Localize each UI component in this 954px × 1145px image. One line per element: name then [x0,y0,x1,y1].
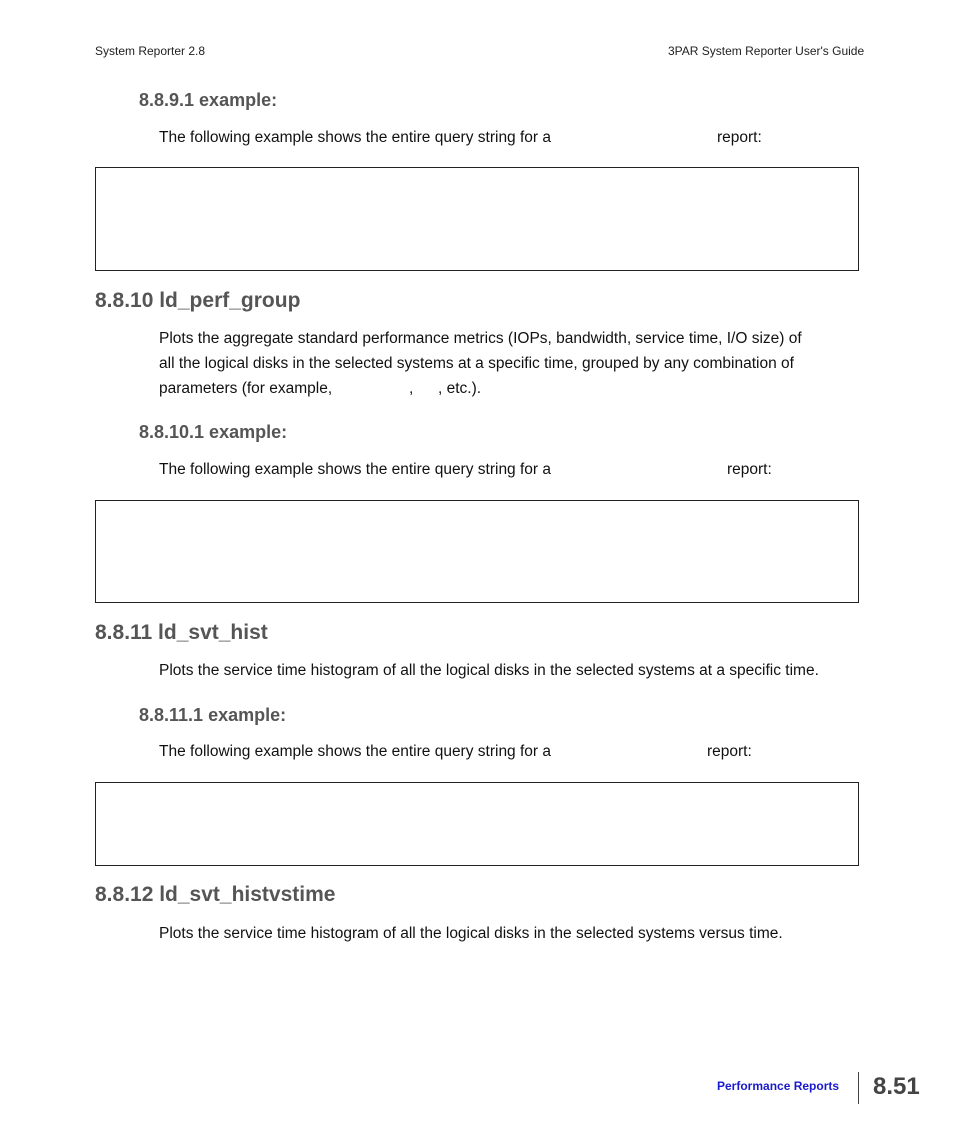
paragraph-text: report: [717,129,762,146]
running-header-right: 3PAR System Reporter User's Guide [668,44,865,58]
paragraph-line: all the logical disks in the selected systems at a specific time, grouped by any combination of [159,355,794,372]
code-example-box [95,167,859,271]
section-heading-8-8-10-1: 8.8.10.1 example: [139,422,288,442]
code-example-box [95,500,859,603]
section-heading-8-8-10: 8.8.10 ld_perf_group [95,289,301,312]
paragraph-text: The following example shows the entire query string for a [159,129,552,146]
page-number: 8.51 [873,1073,920,1100]
paragraph-line-end: , etc.). [438,380,482,397]
section-heading-8-8-9-1: 8.8.9.1 example: [139,90,278,110]
paragraph-text: The following example shows the entire query string for a [159,461,552,478]
footer-divider [858,1072,859,1104]
paragraph-text: The following example shows the entire query string for a [159,743,552,760]
paragraph-line: Plots the aggregate standard performance metrics (IOPs, bandwidth, service time, I/O size) of [159,330,802,347]
paragraph-text: report: [727,461,772,478]
paragraph-comma: , [409,380,414,397]
code-example-box [95,782,859,866]
paragraph-text: report: [707,743,752,760]
running-header-left: System Reporter 2.8 [95,44,206,58]
paragraph-line: Plots the service time histogram of all the logical disks in the selected systems at a specific time. [159,662,819,679]
section-heading-8-8-11-1: 8.8.11.1 example: [139,705,287,725]
footer-section-link[interactable]: Performance Reports [717,1079,840,1093]
section-heading-8-8-12: 8.8.12 ld_svt_histvstime [95,883,336,906]
paragraph-line: Plots the service time histogram of all the logical disks in the selected systems versus time. [159,925,783,942]
paragraph-line: parameters (for example, [159,380,333,397]
section-heading-8-8-11: 8.8.11 ld_svt_hist [95,621,268,644]
